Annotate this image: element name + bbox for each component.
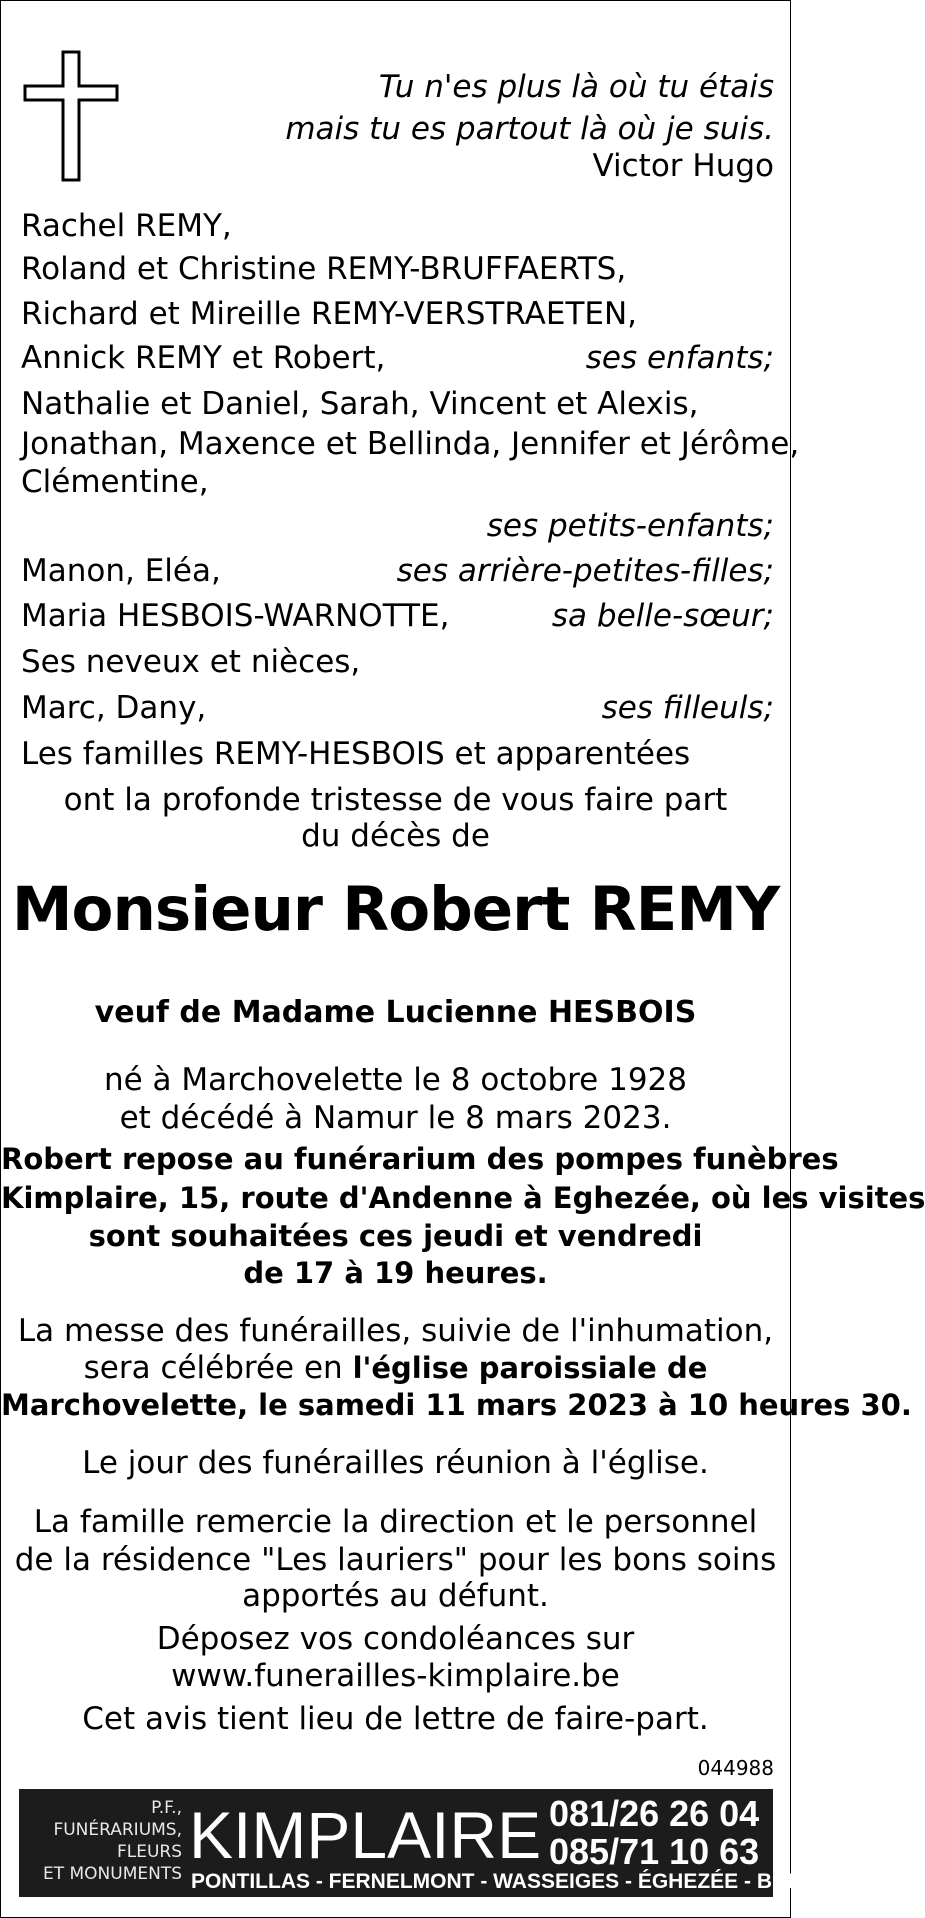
family-line: Roland et Christine REMY-BRUFFAERTS, — [21, 251, 627, 287]
mass-datetime: Marchovelette, le samedi 11 mars 2023 à 10 heures 30. — [1, 1388, 912, 1422]
family-line: Annick REMY et Robert, — [21, 340, 386, 376]
thanks-line: La famille remercie la direction et le personnel — [33, 1504, 758, 1540]
family-role: ses petits-enfants; — [486, 508, 774, 544]
services-line: FLEURS — [116, 1842, 182, 1862]
family-line: Les familles REMY-HESBOIS et apparentées — [21, 736, 691, 772]
deceased-name: Monsieur Robert REMY — [11, 874, 780, 945]
thanks-line: de la résidence "Les lauriers" pour les bons soins — [14, 1542, 777, 1578]
family-role: ses filleuls; — [601, 690, 774, 726]
announce-line: ont la profonde tristesse de vous faire part — [63, 782, 728, 818]
family-line: Richard et Mireille REMY-VERSTRAETEN, — [21, 296, 638, 332]
quote-author: Victor Hugo — [592, 148, 774, 184]
family-line: Ses neveux et nièces, — [21, 644, 361, 680]
brand-name: KIMPLAIRE — [189, 1798, 542, 1872]
funeral-home-banner — [19, 1789, 868, 1897]
family-line: Rachel REMY, — [21, 208, 232, 244]
family-role: ses arrière-petites-filles; — [396, 553, 774, 589]
condolences-line: Déposez vos condoléances sur — [156, 1621, 635, 1657]
mass-text: sera célébrée en — [83, 1350, 353, 1386]
services-line: P.F., — [151, 1798, 182, 1818]
widower-line: veuf de Madame Lucienne HESBOIS — [94, 995, 697, 1030]
services-line: ET MONUMENTS — [42, 1864, 182, 1884]
phone-number: 081/26 26 04 — [549, 1793, 760, 1834]
visit-line: sont souhaitées ces jeudi et vendredi — [88, 1219, 703, 1253]
meeting-line: Le jour des funérailles réunion à l'église. — [82, 1445, 709, 1481]
notice-line: Cet avis tient lieu de lettre de faire-part. — [82, 1701, 709, 1737]
phone-number: 085/71 10 63 — [549, 1831, 760, 1872]
quote-line-2: mais tu es partout là où je suis. — [285, 111, 774, 147]
services-line: FUNÉRARIUMS, — [53, 1820, 182, 1840]
family-line: Maria HESBOIS-WARNOTTE, — [21, 598, 450, 634]
visit-line: Robert repose au funérarium des pompes funèbres — [1, 1142, 839, 1176]
announce-line: du décès de — [301, 818, 490, 854]
family-line: Marc, Dany, — [21, 690, 207, 726]
church-name: l'église paroissiale de — [352, 1351, 708, 1385]
cross-icon — [23, 50, 119, 182]
mass-line: La messe des funérailles, suivie de l'inhumation, — [17, 1313, 774, 1349]
visit-line: Kimplaire, 15, route d'Andenne à Eghezée, où les visites — [1, 1181, 925, 1215]
family-line: Nathalie et Daniel, Sarah, Vincent et Alexis, — [21, 386, 699, 422]
services-list — [19, 1797, 182, 1885]
towns-list: PONTILLAS - FERNELMONT - WASSEIGES - ÉGHEZÉE - BURDINNE — [191, 1870, 868, 1893]
death-line: et décédé à Namur le 8 mars 2023. — [119, 1100, 672, 1136]
family-line: Manon, Eléa, — [21, 553, 221, 589]
family-line: Jonathan, Maxence et Bellinda, Jennifer et Jérôme, — [21, 426, 800, 462]
reference-number: 044988 — [697, 1756, 774, 1780]
condolences-url[interactable]: www.funerailles-kimplaire.be — [171, 1658, 620, 1694]
birth-line: né à Marchovelette le 8 octobre 1928 — [103, 1062, 688, 1098]
family-role: ses enfants; — [585, 340, 774, 376]
thanks-line: apportés au défunt. — [242, 1578, 549, 1614]
family-line: Clémentine, — [21, 464, 209, 500]
mass-line — [1, 1350, 790, 1386]
quote-line-1: Tu n'es plus là où tu étais — [378, 69, 774, 105]
family-role: sa belle-sœur; — [551, 598, 774, 634]
visit-line: de 17 à 19 heures. — [243, 1256, 548, 1290]
